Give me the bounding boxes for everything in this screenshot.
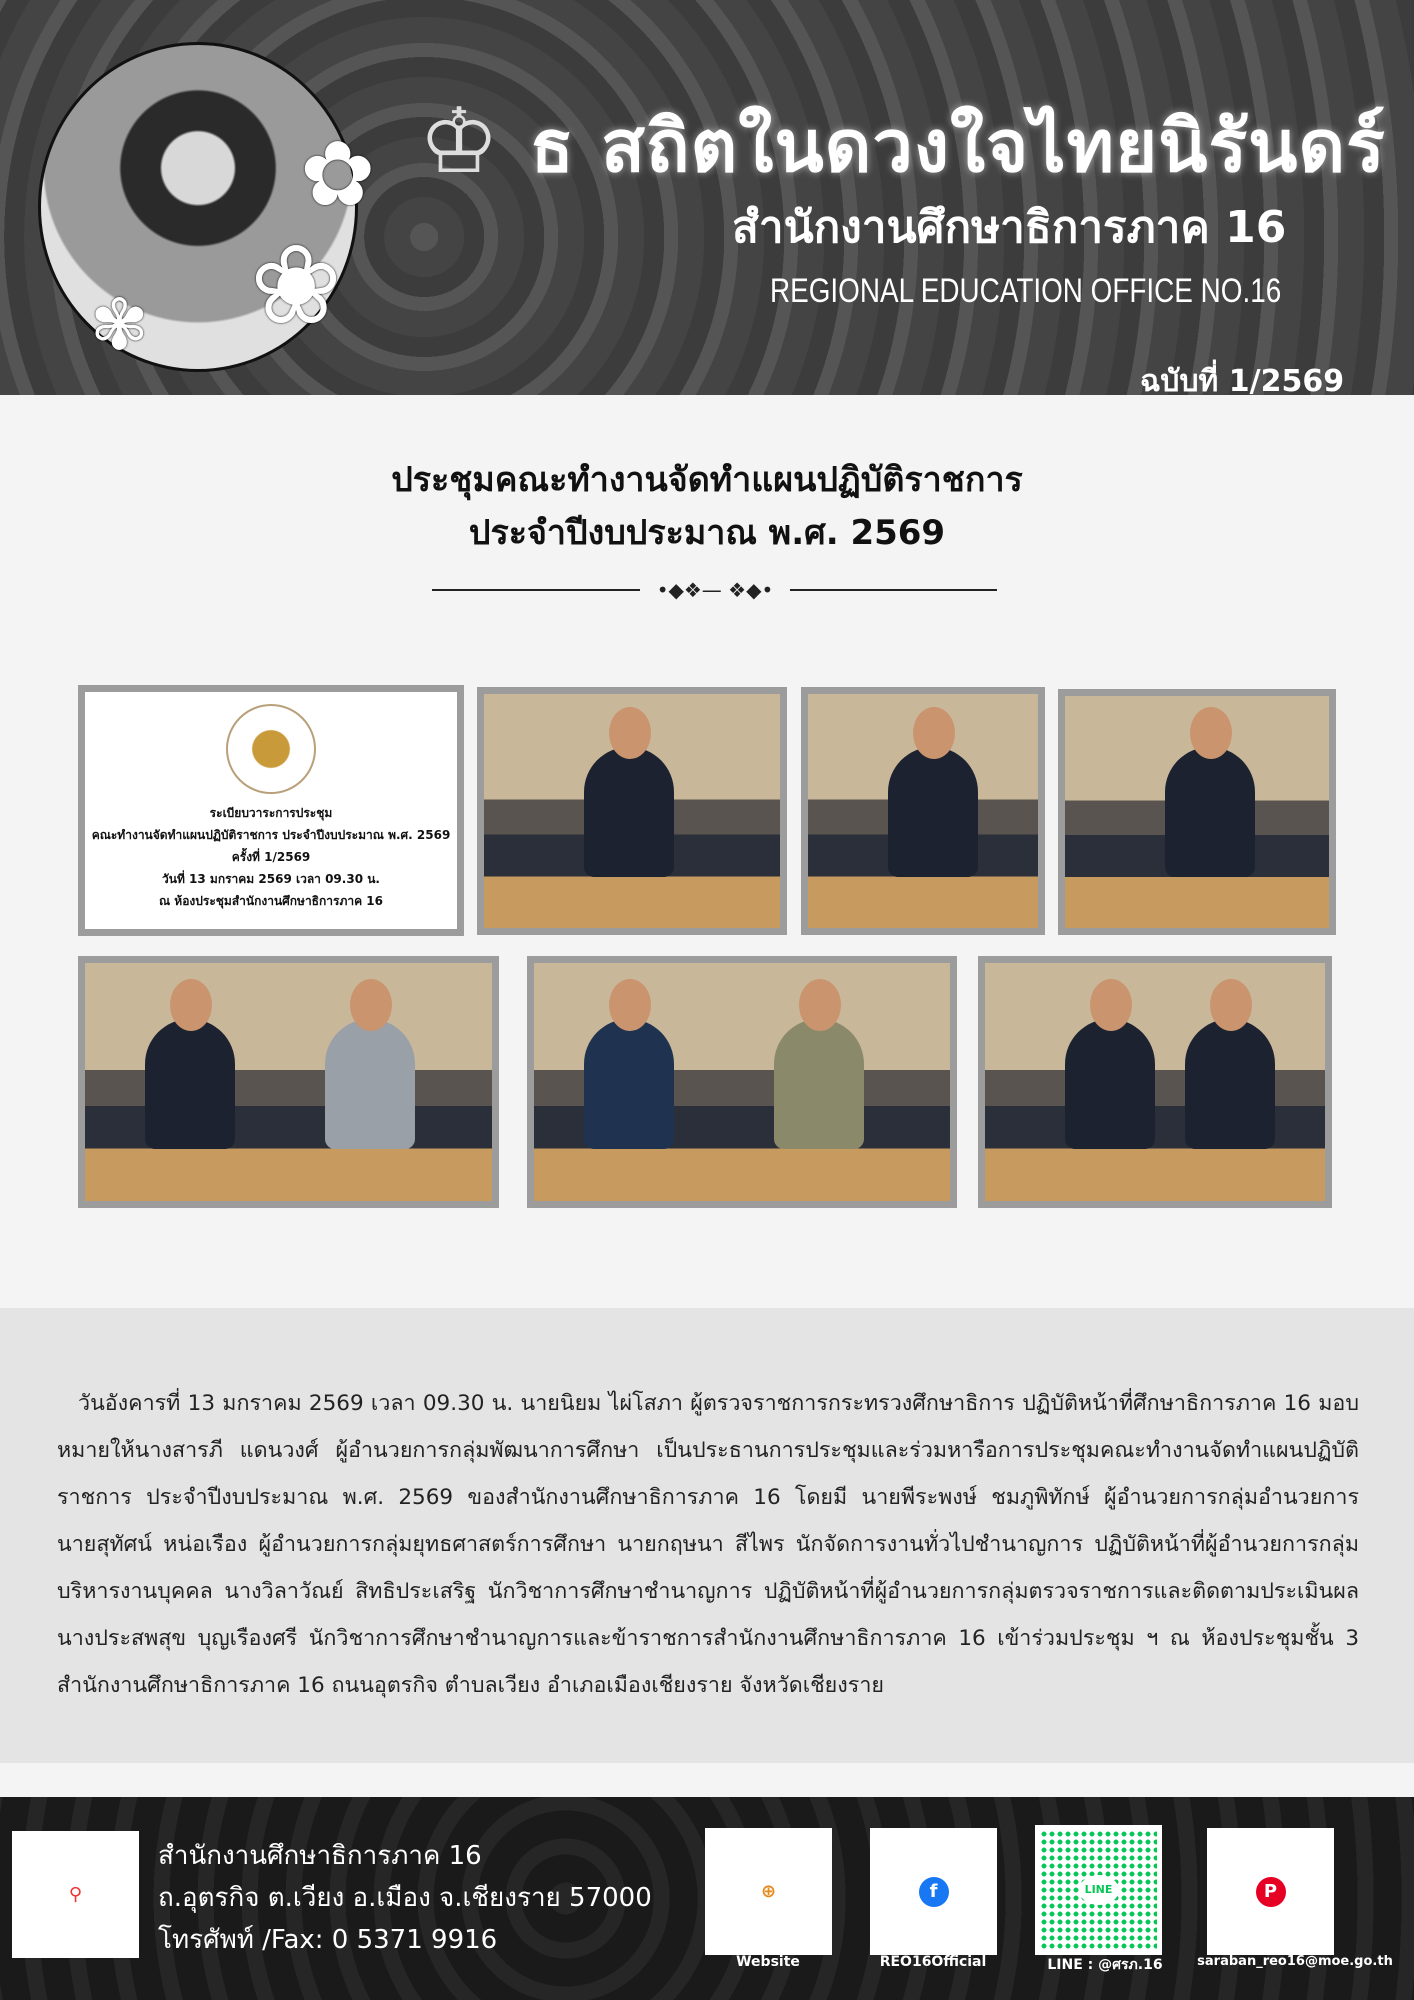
divider-ornament-icon: •◆❖— ❖◆• [640,578,790,602]
header-banner [0,0,1414,395]
website-qr-code[interactable] [705,1828,832,1955]
facebook-qr-code[interactable] [870,1828,997,1955]
meeting-photo [801,687,1045,935]
lotus-flower-icon: ✿ [300,122,376,227]
qr-label-email: saraban_reo16@moe.go.th [1197,1954,1393,1969]
office-name-th: สำนักงานศึกษาธิการภาค 16 [732,202,1287,253]
banner-title: ธ สถิตในดวงใจไทยนิรันดร์ [530,104,1386,188]
meeting-photo [978,956,1332,1208]
body-line: ราชการ ประจำปีงบประมาณ พ.ศ. 2569 ของสำนักงานศึกษาธิการภาค 16 โดยมี นายพีระพงษ์ ชมภูพิทักษ์ ผู้อำนวยการกลุ่มอำนวยการ [57,1485,1359,1510]
article-body [57,1380,1359,1709]
meeting-photo [1058,689,1336,935]
meeting-photo [78,956,499,1208]
agenda-card-photo [78,685,464,936]
qr-label-line: LINE : @ศรภ.16 [1047,1957,1163,1973]
royal-emblem-icon: ♔ [418,89,500,194]
agenda-line: ณ ห้องประชุมสำนักงานศึกษาธิการภาค 16 [158,894,384,908]
article-title-line1: ประชุมคณะทำงานจัดทำแผนปฏิบัติราชการ [391,460,1023,500]
globe-icon: ⊕ [754,1877,784,1907]
footer-address: ถ.อุตรกิจ ต.เวียง อ.เมือง จ.เชียงราย 57000 [158,1883,652,1913]
map-qr-code[interactable] [12,1831,139,1958]
agenda-line: ครั้งที่ 1/2569 [231,850,311,864]
agenda-line: คณะทำงานจัดทำแผนปฏิบัติราชการ ประจำปีงบประมาณ พ.ศ. 2569 [91,828,451,842]
body-line: สำนักงานศึกษาธิการภาค 16 ถนนอุตรกิจ ตำบลเวียง อำเภอเมืองเชียงราย จังหวัดเชียงราย [57,1673,884,1698]
article-title-line2: ประจำปีงบประมาณ พ.ศ. 2569 [468,513,946,553]
pinterest-icon: P [1256,1877,1286,1907]
qr-label-website: Website [736,1954,800,1970]
body-line: หมายให้นางสารภี แดนวงศ์ ผู้อำนวยการกลุ่มพัฒนาการศึกษา เป็นประธานการประชุมและร่วมหารือการประชุมคณะทำงานจัดทำแผนปฏิบัติ [57,1438,1359,1463]
ministry-seal-icon [226,704,316,794]
issue-number: ฉบับที่ 1/2569 [1140,364,1345,395]
body-line: วันอังคารที่ 13 มกราคม 2569 เวลา 09.30 น. นายนิยม ไผ่โสภา ผู้ตรวจราชการกระทรวงศึกษาธิการ ปฏิบัติหน้าที่ศึกษาธิการภาค 16 มอบ [78,1391,1359,1416]
lotus-flower-icon: ❀ [250,221,343,349]
meeting-photo [477,687,787,935]
line-qr-code[interactable] [1035,1825,1162,1955]
line-icon: LINE [1079,1875,1119,1905]
map-pin-icon: ⚲ [61,1880,91,1910]
facebook-icon: f [919,1877,949,1907]
footer-office: สำนักงานศึกษาธิการภาค 16 [158,1841,482,1871]
footer-phone: โทรศัพท์ /Fax: 0 5371 9916 [158,1925,498,1955]
office-name-en: REGIONAL EDUCATION OFFICE NO.16 [770,272,1282,310]
agenda-line: วันที่ 13 มกราคม 2569 เวลา 09.30 น. [162,872,380,886]
meeting-photo [527,956,957,1208]
body-line: บริหารงานบุคคล นางวิลาวัณย์ สิทธิประเสริฐ นักวิชาการศึกษาชำนาญการ ปฏิบัติหน้าที่ผู้อำนวยการกลุ่มตรวจราชการและติดตามประเมินผล [57,1579,1359,1604]
qr-label-facebook: REO16Official [879,1954,987,1970]
email-qr-code[interactable] [1207,1828,1334,1955]
agenda-line: ระเบียบวาระการประชุม [209,806,333,820]
body-line: นางประสพสุข บุญเรืองศรี นักวิชาการศึกษาชำนาญการและข้าราชการสำนักงานศึกษาธิการภาค 16 เข้าร่วมประชุม ฯ ณ ห้องประชุมชั้น 3 [57,1626,1359,1651]
lotus-flower-icon: ✾ [90,284,149,366]
body-line: นายสุทัศน์ หน่อเรือง ผู้อำนวยการกลุ่มยุทธศาสตร์การศึกษา นายกฤษนา สีไพร นักจัดการงานทั่วไปชำนาญการ ปฏิบัติหน้าที่ผู้อำนวยการกลุ่ม [57,1532,1359,1557]
